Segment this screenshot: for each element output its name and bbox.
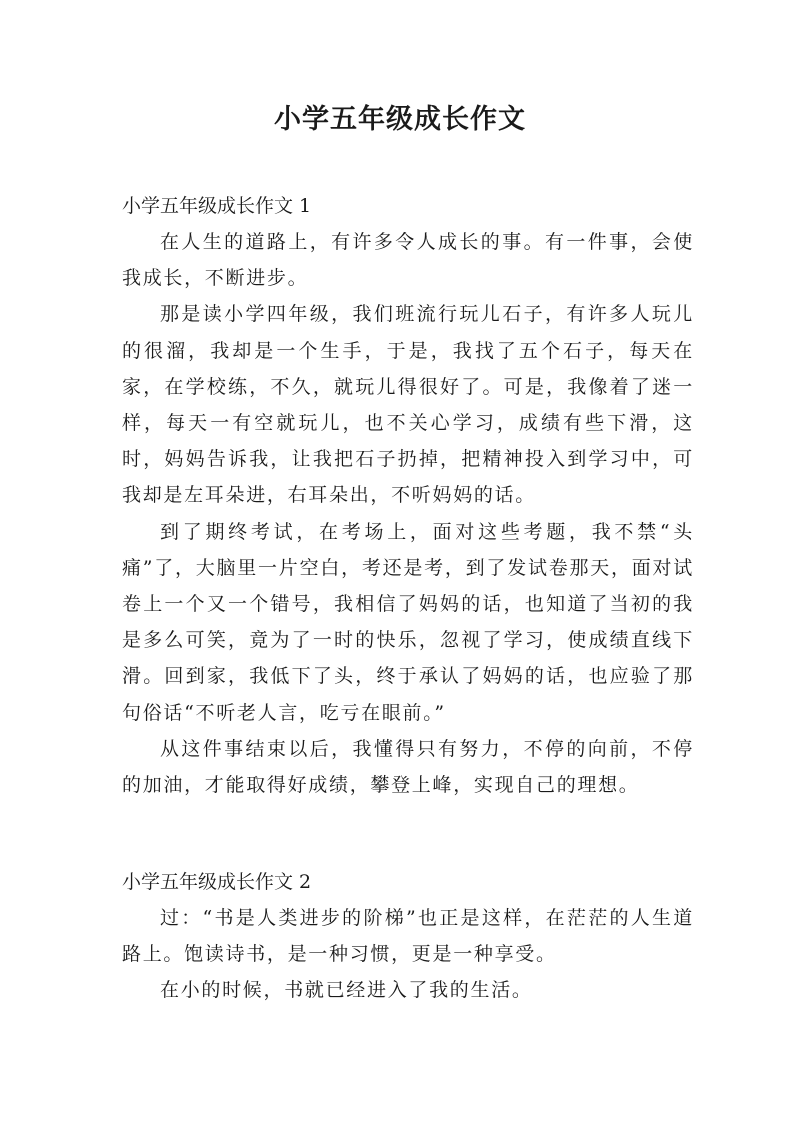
document-title: 小学五年级成长作文 — [274, 104, 526, 135]
paragraph: 从这件事结束以后，我懂得只有努力，不停的向前，不停的加油，才能取得好成绩，攀登上峰，实现自己的理想。 — [122, 737, 694, 797]
section-heading: 小学五年级成长作文 1 — [122, 195, 312, 217]
paragraph: 到了期终考试，在考场上，面对这些考题，我不禁“头痛”了，大脑里一片空白，考还是考，到了发试卷那天，面对试卷上一个又一个错号，我相信了妈妈的话，也知道了当初的我是多么可笑，竟为了一时的快乐，忽视了学习，使成绩直线下滑。回到家，我低下了头，终于承认了妈妈的话，也应验了那句俗话“不听老人言，吃亏在眼前。” — [122, 520, 694, 724]
paragraph: 那是读小学四年级，我们班流行玩儿石子，有许多人玩儿的很溜，我却是一个生手，于是，我找了五个石子，每天在家，在学校练，不久，就玩儿得很好了。可是，我像着了迷一样，每天一有空就玩儿，也不关心学习，成绩有些下滑，这时，妈妈告诉我，让我把石子扔掉，把精神投入到学习中，可我却是左耳朵进，右耳朵出，不听妈妈的话。 — [122, 303, 694, 507]
paragraph: 过：“书是人类进步的阶梯”也正是这样，在茫茫的人生道路上。饱读诗书，是一种习惯，更是一种享受。 — [122, 907, 694, 966]
essay-section-2 — [122, 864, 694, 1009]
paragraph: 在小的时候，书就已经进入了我的生活。 — [160, 979, 533, 1002]
paragraph: 在人生的道路上，有许多令人成长的事。有一件事，会使我成长，不断进步。 — [122, 231, 694, 290]
essay-section-1 — [122, 188, 694, 803]
section-heading: 小学五年级成长作文 2 — [122, 871, 312, 893]
